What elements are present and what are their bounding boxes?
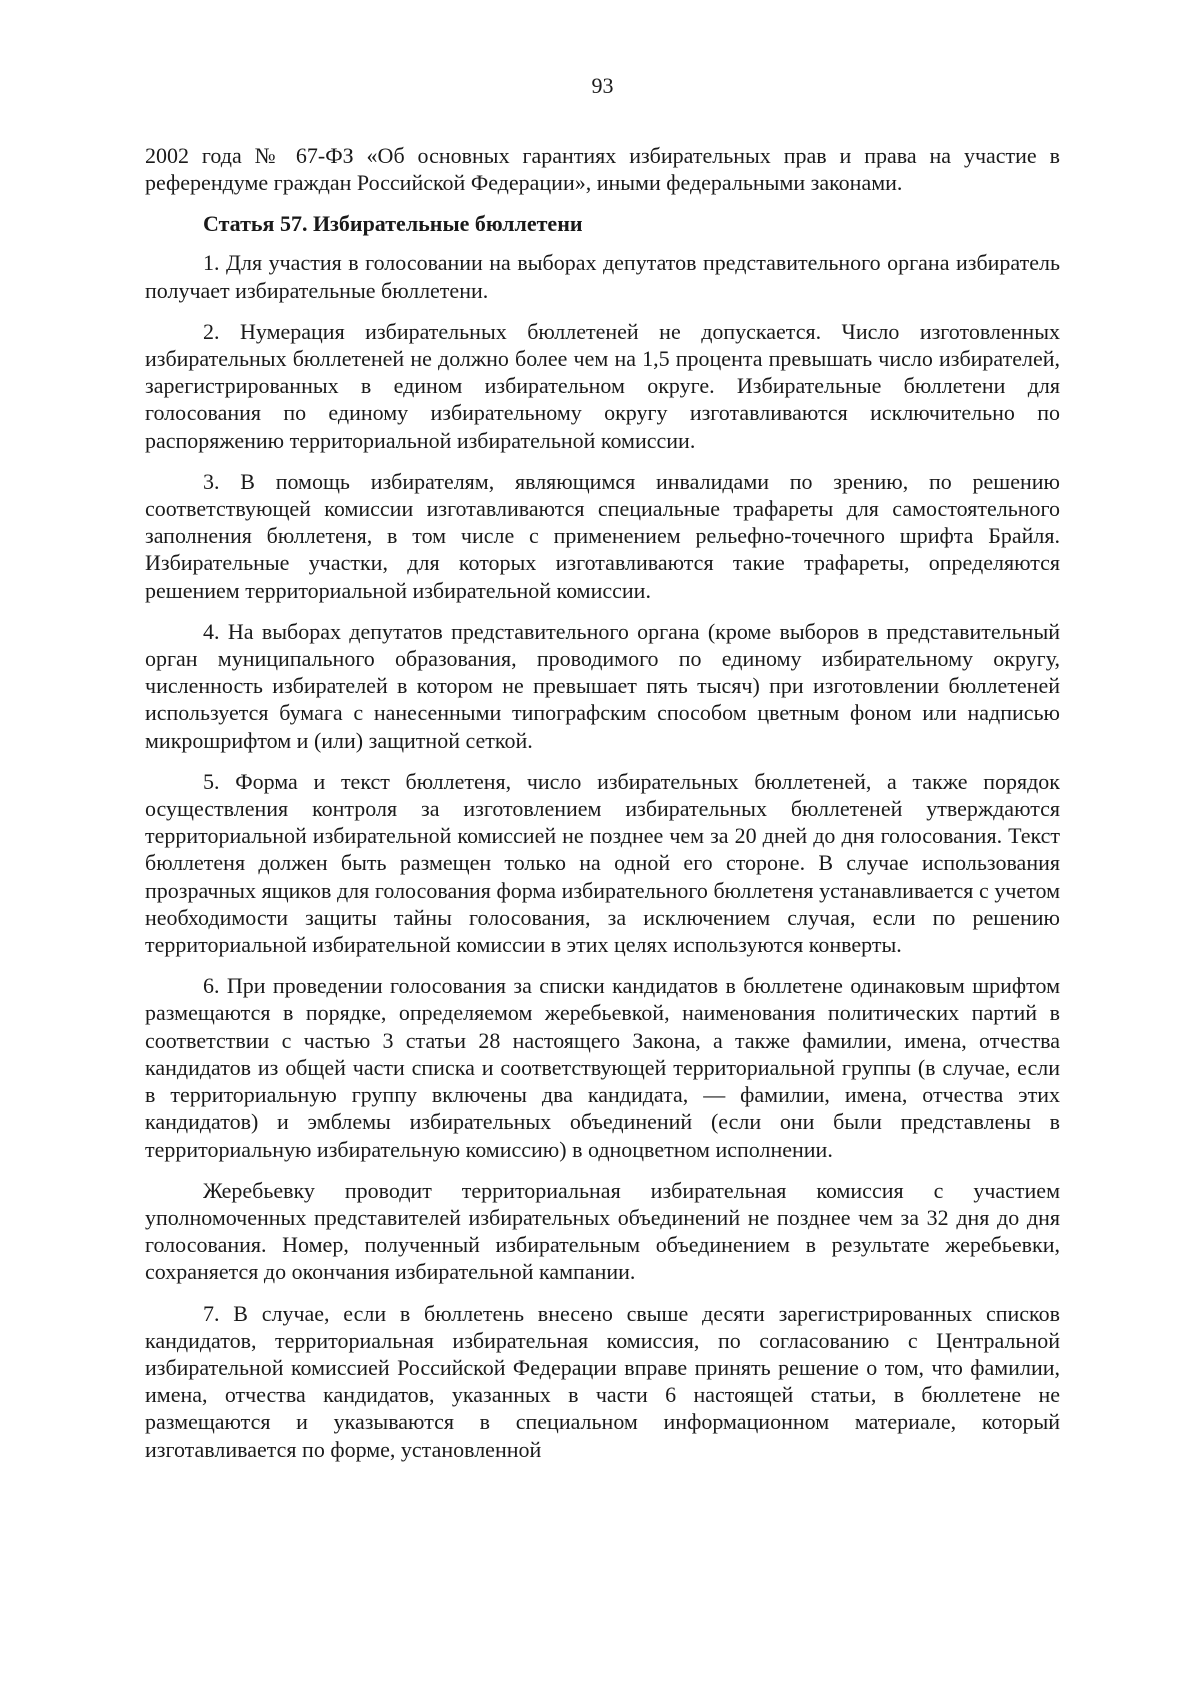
paragraph-5: 5. Форма и текст бюллетеня, число избирательных бюллетеней, а также порядок осуществления контроля за изготовлением избирательных бюллетеней утверждаются территориальной избирательной комиссией не позднее чем за 20 дней до дня голосования. Текст бюллетеня должен быть размещен только на одной его стороне. В случае использования прозрачных ящиков для голосования форма избирательного бюллетеня устанавливается с учетом необходимости защиты тайны голосования, за исключением случая, если по решению территориальной избирательной комиссии в этих целях используются конверты. bbox=[145, 768, 1060, 958]
page-number: 93 bbox=[591, 73, 614, 98]
article-title: Статья 57. Избирательные бюллетени bbox=[203, 211, 583, 237]
paragraph-3: 3. В помощь избирателям, являющимся инвалидами по зрению, по решению соответствующей комиссии изготавливаются специальные трафареты для самостоятельного заполнения бюллетеня, в том числе с применением рельефно-точечного шрифта Брайля. Избирательные участки, для которых изготавливаются такие трафареты, определяются решением территориальной избирательной комиссии. bbox=[145, 468, 1060, 603]
paragraph-6: 6. При проведении голосования за списки кандидатов в бюллетене одинаковым шрифтом размещаются в порядке, определяемом жеребьевкой, наименования политических партий в соответствии с частью 3 статьи 28 настоящего Закона, а также фамилии, имена, отчества кандидатов из общей части списка и соответствующей территориальной группы (в случае, если в территориальную группу включены два кандидата, — фамилии, имена, отчества этих кандидатов) и эмблемы избирательных объединений (если они были представлены в территориальную избирательную комиссию) в одноцветном исполнении. bbox=[145, 973, 1060, 1162]
paragraph-4: 4. На выборах депутатов представительного органа (кроме выборов в представительный орган муниципального образования, проводимого по единому избирательному округу, численность избирателей в котором не превышает пять тысяч) при изготовлении бюллетеней используется бумага с нанесенными типографским способом цветным фоном или надписью микрошрифтом и (или) защитной сеткой. bbox=[145, 618, 1060, 753]
paragraph-lottery: Жеребьевку проводит территориальная избирательная комиссия с участием уполномоченных представителей избирательных объединений не позднее чем за 32 дня до дня голосования. Номер, полученный избирательным объединением в результате жеребьевки, сохраняется до окончания избирательной кампании. bbox=[145, 1177, 1060, 1285]
paragraph-2: 2. Нумерация избирательных бюллетеней не допускается. Число изготовленных избирательных бюллетеней не должно более чем на 1,5 процента превышать число избирателей, зарегистрированных в едином избирательном округе. Избирательные бюллетени для голосования по единому избирательному округу изготавливаются исключительно по распоряжению территориальной избирательной комиссии. bbox=[145, 318, 1060, 453]
document-body bbox=[145, 142, 1060, 1477]
intro-paragraph: 2002 года № 67-ФЗ «Об основных гарантиях избирательных прав и права на участие в референдуме граждан Российской Федерации», иными федеральными законами. bbox=[145, 143, 1060, 196]
paragraph-7: 7. В случае, если в бюллетень внесено свыше десяти зарегистрированных списков кандидатов, территориальная избирательная комиссия, по согласованию с Центральной избирательной комиссией Российской Федерации вправе принять решение о том, что фамилии, имена, отчества кандидатов, указанных в части 6 настоящей статьи, в бюллетене не размещаются и указываются в специальном информационном материале, который изготавливается по форме, установленной bbox=[145, 1300, 1060, 1462]
paragraph-1: 1. Для участия в голосовании на выборах депутатов представительного органа избиратель получает избирательные бюллетени. bbox=[145, 250, 1060, 303]
